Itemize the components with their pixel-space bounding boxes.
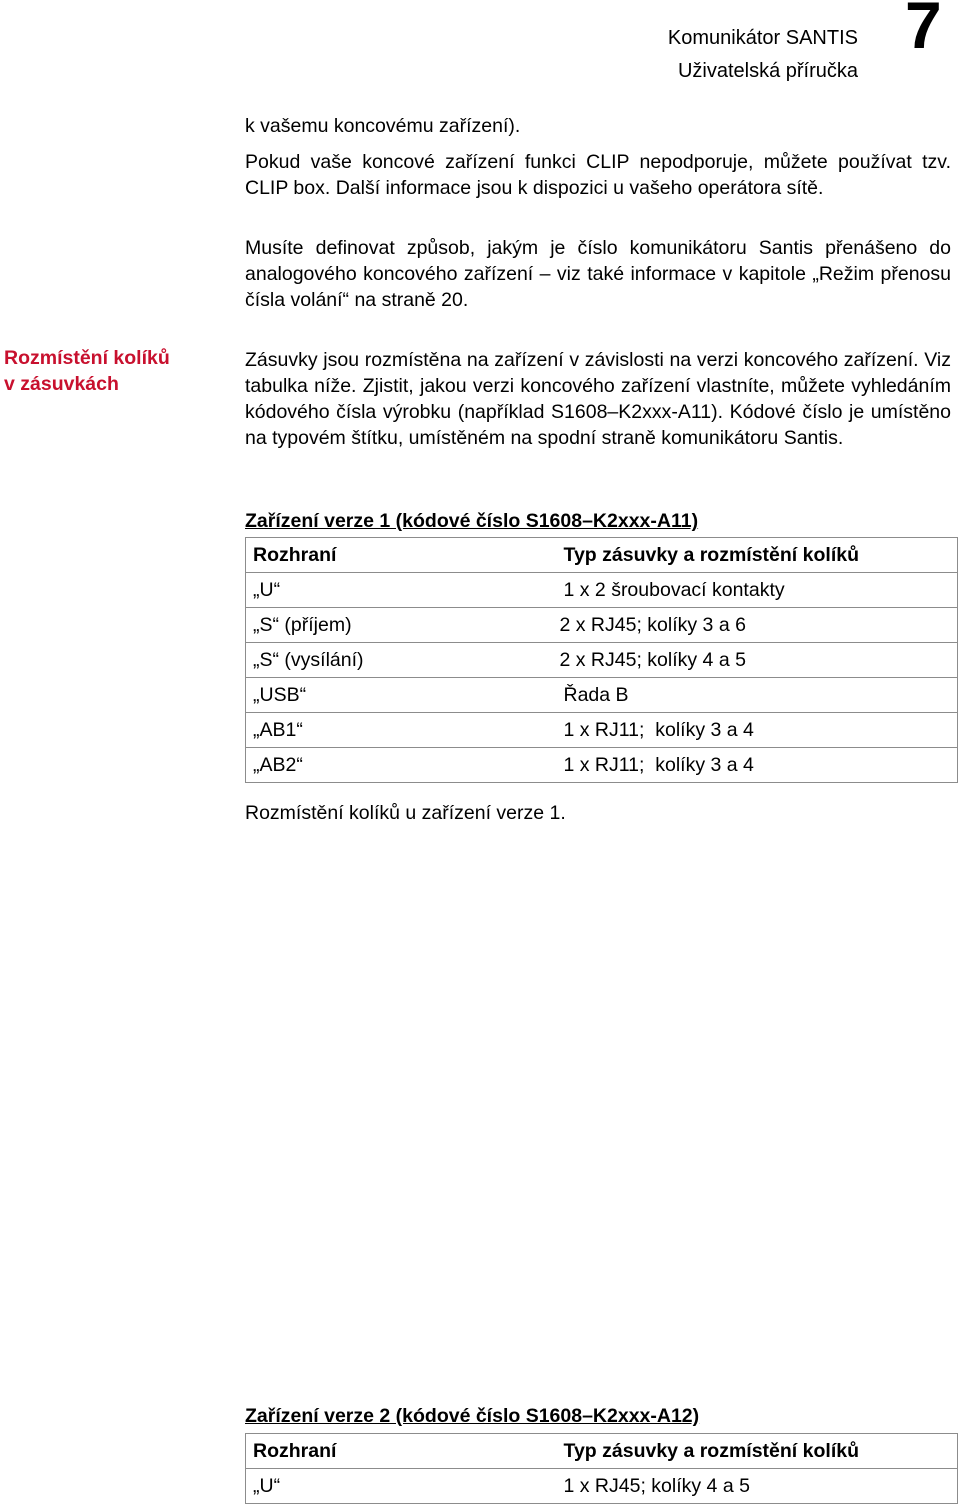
socket-type-cell: 1 x RJ45; kolíky 4 a 5 <box>560 1469 958 1504</box>
table-row <box>246 748 958 783</box>
table-row <box>246 678 958 713</box>
column-header-interface: Rozhraní <box>246 538 560 573</box>
side-heading-line1: Rozmístění kolíků <box>4 347 170 369</box>
column-header-interface: Rozhraní <box>246 1434 560 1469</box>
table1-caption: Rozmístění kolíků u zařízení verze 1. <box>245 802 566 824</box>
socket-type-cell: 1 x RJ11; kolíky 3 a 4 <box>560 748 958 783</box>
interface-cell: „AB2“ <box>246 748 560 783</box>
socket-type-cell: 1 x 2 šroubovací kontakty <box>560 573 958 608</box>
socket-type-cell: 1 x RJ11; kolíky 3 a 4 <box>560 713 958 748</box>
header-manual-title: Uživatelská příručka <box>677 60 858 82</box>
table1-pin-layout <box>245 537 958 783</box>
table-row <box>246 713 958 748</box>
header-product-title: Komunikátor SANTIS <box>667 27 858 49</box>
paragraph-number-transfer: Musíte definovat způsob, jakým je číslo komunikátoru Santis přenášeno do analogového koncového zařízení – viz také informace v kapitole „Režim přenosu čísla volání“ na straně 20. <box>245 237 951 311</box>
table-header-row <box>246 1434 958 1469</box>
interface-cell: „USB“ <box>246 678 560 713</box>
column-header-socket-type: Typ zásuvky a rozmístění kolíků <box>560 1434 958 1469</box>
socket-type-cell: 2 x RJ45; kolíky 3 a 6 <box>560 608 958 643</box>
paragraph-continuation: k vašemu koncovému zařízení). <box>245 115 521 137</box>
paragraph-socket-layout: Zásuvky jsou rozmístěna na zařízení v závislosti na verzi koncového zařízení. Viz tabulka níže. Zjistit, jakou verzi koncového zařízení vlastníte, můžete vyhledáním kódového čísla výrobku (například S1608–K2xxx-A11). Kódové číslo je umístěno na typovém štítku, umístěném na spodní straně komunikátoru Santis. <box>245 349 951 449</box>
column-header-socket-type: Typ zásuvky a rozmístění kolíků <box>560 538 958 573</box>
interface-cell: „AB1“ <box>246 713 560 748</box>
document-header <box>668 22 858 88</box>
table-row <box>246 608 958 643</box>
page-number: 7 <box>905 0 942 62</box>
paragraph-clip-box: Pokud vaše koncové zařízení funkci CLIP nepodporuje, můžete používat tzv. CLIP box. Další informace jsou k dispozici u vašeho operátora sítě. <box>245 151 951 199</box>
interface-cell: „S“ (příjem) <box>246 608 560 643</box>
table1-title: Zařízení verze 1 (kódové číslo S1608–K2xxx-A11) <box>245 510 699 532</box>
interface-cell: „S“ (vysílání) <box>246 643 560 678</box>
interface-cell: „U“ <box>246 573 560 608</box>
table-row <box>246 643 958 678</box>
section-side-heading <box>4 345 204 397</box>
socket-type-cell: 2 x RJ45; kolíky 4 a 5 <box>560 643 958 678</box>
interface-cell: „U“ <box>246 1469 560 1504</box>
side-heading-line2: v zásuvkách <box>4 373 119 395</box>
table-header-row <box>246 538 958 573</box>
table-row <box>246 573 958 608</box>
socket-type-cell: Řada B <box>560 678 958 713</box>
table2-title: Zařízení verze 2 (kódové číslo S1608–K2xxx-A12) <box>245 1405 700 1427</box>
table-row <box>246 1469 958 1504</box>
table2-pin-layout <box>245 1433 958 1504</box>
